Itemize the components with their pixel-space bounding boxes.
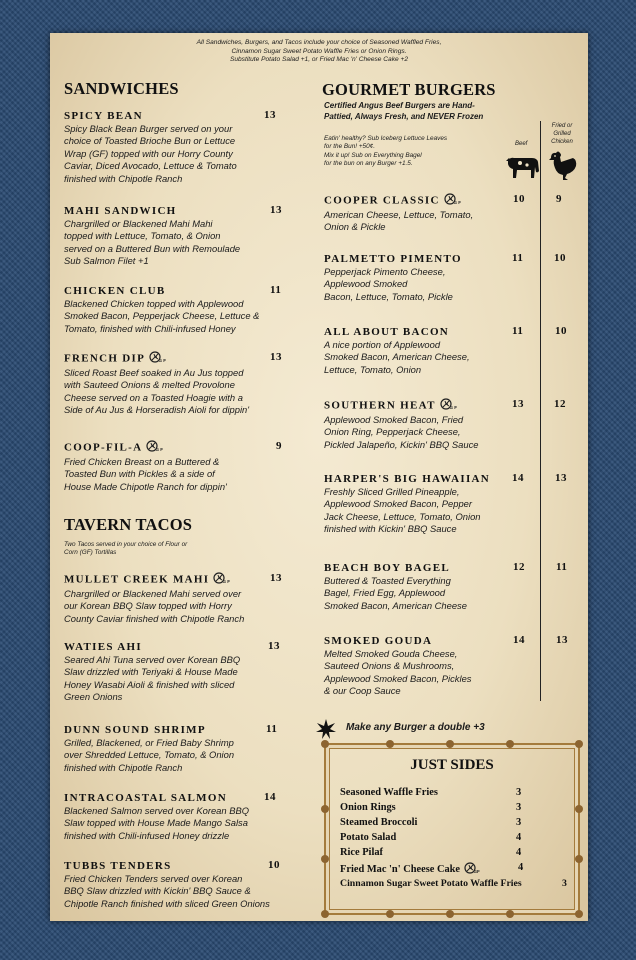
tavern-tacos-title: TAVERN TACOS	[64, 515, 193, 534]
rope-knot	[506, 910, 514, 918]
menu-item-harpers-big-hawaiian	[324, 472, 490, 536]
sandwiches-title: SANDWICHES	[64, 79, 179, 98]
rope-knot	[321, 855, 329, 863]
rope-knot	[575, 740, 583, 748]
item-desc-line: Onion Ring, Pepperjack Cheese,	[324, 426, 461, 438]
item-name: PALMETTO PIMENTO	[324, 253, 462, 265]
menu-item-palmetto-pimento	[324, 252, 462, 303]
beef-price: 11	[512, 325, 524, 337]
beef-price: 14	[512, 472, 524, 484]
menu-item-mullet-creek-mahi	[64, 572, 244, 625]
wheat-gf-icon	[146, 440, 165, 456]
wheat-gf-icon	[464, 862, 478, 877]
item-desc-line: Pickled Jalapeño, Kickin' BBQ Sauce	[324, 438, 479, 450]
item-desc-line: Green Onions	[64, 691, 123, 703]
item-desc-line: County Caviar finished with Chipotle Ranch	[64, 612, 245, 624]
item-desc-line: Slaw drizzled with Teriyaki & House Made	[64, 666, 238, 678]
item-desc-line: Blackened Salmon served over Korean BBQ	[64, 805, 249, 816]
item-desc-line: Chargrilled or Blackened Mahi served over	[64, 588, 242, 599]
beef-price: 14	[513, 634, 525, 646]
item-desc-line: Tomato, finished with Chili-infused Honey	[64, 322, 236, 334]
item-name: TUBBS TENDERS	[64, 860, 172, 872]
item-price: 13	[268, 640, 280, 652]
item-name	[324, 398, 478, 414]
chicken-price: 10	[554, 252, 566, 264]
chicken-price: 10	[555, 325, 567, 337]
item-desc-line: finished with Kickin' BBQ Sauce	[324, 523, 457, 535]
side-item-name-text: Fried Mac 'n' Cheese Cake	[340, 863, 461, 875]
item-desc-line: served on a Buttered Bun with Remoulade	[64, 242, 241, 254]
item-name-text: MULLET CREEK MAHI	[64, 573, 210, 586]
rope-knot	[446, 910, 454, 918]
chicken-label-line: Fried or	[551, 123, 573, 129]
side-item-name: Rice Pilaf	[340, 847, 383, 858]
item-desc-line: over Shredded Lettuce, Tomato, & Onion	[64, 749, 235, 761]
burgers-intro-line: Certified Angus Beef Burgers are Hand-	[324, 101, 475, 110]
menu-item-intracoastal-salmon	[64, 791, 249, 842]
item-price: 13	[264, 109, 276, 121]
item-desc-line: Fried Chicken Tenders served over Korean	[64, 873, 243, 884]
item-desc-line: Chargrilled or Blackened Mahi Mahi	[64, 218, 213, 229]
chicken-price: 9	[556, 193, 562, 205]
item-desc-line: Smoked Bacon, Pepperjack Cheese, Lettuce &	[64, 310, 260, 322]
item-desc-line: finished with Chili-infused Honey drizzle	[64, 829, 230, 841]
menu-item-mahi-sandwich	[64, 204, 240, 268]
chicken-column-label	[542, 122, 582, 146]
rope-knot	[575, 910, 583, 918]
side-item-name: Seasoned Waffle Fries	[340, 787, 438, 798]
item-desc-line: with Sauteed Onions & melted Provolone	[64, 379, 235, 391]
item-desc-line: Sauteed Onions & Mushrooms,	[324, 660, 455, 672]
item-desc-line: topped with Lettuce, Tomato, & Onion	[64, 230, 221, 242]
item-desc-line: A nice portion of Applewood	[324, 339, 441, 350]
item-name: DUNN SOUND SHRIMP	[64, 724, 206, 736]
item-desc-line: Sliced Roast Beef soaked in Au Jus topped	[64, 367, 244, 378]
item-name-text: SOUTHERN HEAT	[324, 399, 436, 412]
item-desc-line: Honey Wasabi Aioli & finished with sliced	[64, 678, 235, 690]
chicken-price: 12	[554, 398, 566, 410]
item-name: ALL ABOUT BACON	[324, 326, 450, 338]
rope-knot	[321, 805, 329, 813]
burgers-intro	[324, 101, 483, 122]
tacos-note	[64, 541, 187, 558]
menu-item-dunn-sound-shrimp	[64, 723, 234, 774]
item-desc-line: BBQ Slaw drizzled with Kickin' BBQ Sauce &	[64, 885, 251, 897]
side-item-name: Onion Rings	[340, 802, 396, 813]
svg-text:GF: GF	[473, 869, 480, 874]
item-desc-line: Applewood Smoked	[324, 278, 408, 290]
menu-page	[50, 33, 588, 921]
item-desc-line: Melted Smoked Gouda Cheese,	[324, 648, 458, 659]
menu-item-all-about-bacon	[324, 325, 470, 376]
item-name-text: COOPER CLASSIC	[324, 194, 440, 207]
item-desc-line: Bagel, Fried Egg, Applewood	[324, 587, 446, 599]
tacos-note-line: Corn (GF) Tortillas	[64, 549, 117, 557]
chicken-label-line: Chicken	[551, 139, 573, 145]
rope-knot	[321, 910, 329, 918]
item-price: 14	[264, 791, 276, 803]
item-desc-line: & our Coop Sauce	[324, 685, 401, 697]
menu-item-spicy-bean	[64, 109, 237, 185]
item-name	[64, 440, 227, 456]
rope-knot	[386, 910, 394, 918]
item-desc-line: Spicy Black Bean Burger served on your	[64, 123, 233, 134]
menu-item-smoked-gouda	[324, 634, 471, 698]
beef-price: 12	[513, 561, 525, 573]
rope-knot	[386, 740, 394, 748]
item-name: CHICKEN CLUB	[64, 285, 166, 297]
beef-column-label: Beef	[515, 141, 528, 147]
item-desc-line: Onion & Pickle	[324, 221, 386, 233]
item-desc-line: Smoked Bacon, American Cheese,	[324, 351, 470, 363]
price-column-divider	[540, 121, 541, 701]
item-name-text: FRENCH DIP	[64, 352, 146, 365]
item-price: 13	[270, 351, 282, 363]
burgers-notes	[324, 135, 447, 169]
item-desc-line: Applewood Smoked Bacon, Pepper	[324, 498, 473, 510]
burgers-note-line: Eatin' healthy? Sub Iceberg Lettuce Leaves	[324, 135, 448, 142]
item-desc-line: Applewood Smoked Bacon, Pickles	[324, 672, 472, 684]
tacos-note-line: Two Tacos served in your choice of Flour or	[64, 541, 188, 548]
item-name: HARPER'S BIG HAWAIIAN	[324, 473, 491, 485]
item-desc-line: Blackened Chicken topped with Applewood	[64, 298, 244, 309]
item-desc-line: Applewood Smoked Bacon, Fried	[324, 414, 464, 425]
item-desc-line: Pepperjack Pimento Cheese,	[324, 266, 446, 277]
item-desc-line: Slaw topped with House Made Mango Salsa	[64, 817, 248, 829]
item-desc-line: finished with Chipotle Ranch	[64, 172, 183, 184]
item-desc-line: Lettuce, Tomato, Onion	[324, 363, 422, 375]
cow-icon	[504, 151, 542, 190]
burgers-intro-line: Pattied, Always Fresh, and NEVER Frozen	[324, 111, 484, 121]
header-line: Cinnamon Sugar Sweet Potato Waffle Fries or Onion Rings.	[231, 47, 407, 55]
item-price: 9	[276, 440, 282, 452]
item-price: 10	[268, 859, 280, 871]
just-sides-title: JUST SIDES	[410, 757, 494, 773]
menu-item-waties-ahi	[64, 640, 240, 704]
side-item-price: 3	[516, 817, 522, 828]
svg-text:GF: GF	[158, 358, 168, 363]
rope-knot	[321, 740, 329, 748]
beef-price: 11	[512, 252, 524, 264]
item-desc-line: Jack Cheese, Lettuce, Tomato, Onion	[324, 510, 481, 522]
chicken-price: 13	[556, 634, 568, 646]
item-desc-line: Side of Au Jus & Horseradish Aioli for dippin'	[64, 404, 250, 416]
side-item-price: 3	[516, 787, 522, 798]
item-price: 11	[270, 284, 282, 296]
item-name	[64, 351, 249, 367]
beef-price: 13	[512, 398, 524, 410]
item-desc-line: Bacon, Lettuce, Tomato, Pickle	[324, 290, 453, 302]
item-desc-line: Chipotle Ranch finished with sliced Green Onions	[64, 897, 270, 909]
rope-knot	[575, 805, 583, 813]
burgers-note-line: Mix it up! Sub on Everything Bagel	[324, 151, 422, 159]
item-name: MAHI SANDWICH	[64, 205, 177, 217]
side-item-price: 4	[516, 832, 522, 843]
item-name: SPICY BEAN	[64, 110, 143, 122]
menu-item-coop-fil-a	[64, 440, 227, 493]
item-name	[64, 572, 244, 588]
header-line: All Sandwiches, Burgers, and Tacos include your choice of Seasoned Waffled Fries,	[196, 39, 442, 46]
side-item-name: Cinnamon Sugar Sweet Potato Waffle Fries	[340, 878, 522, 889]
chicken-price: 11	[556, 561, 568, 573]
item-desc-line: Cheese served on a Toasted Hoagie with a	[64, 391, 243, 403]
rope-knot	[506, 740, 514, 748]
side-item-price: 3	[562, 878, 567, 889]
side-item-price: 3	[516, 802, 522, 813]
side-item-price: 4	[516, 847, 522, 858]
burgers-note-line: for the Bun! +50¢.	[324, 143, 375, 151]
item-name: INTRACOASTAL SALMON	[64, 792, 227, 804]
item-desc-line: choice of Toasted Brioche Bun or Lettuce	[64, 135, 236, 147]
item-name: BEACH BOY BAGEL	[324, 562, 451, 574]
menu-item-southern-heat	[324, 398, 478, 451]
item-desc-line: Freshly Sliced Grilled Pineapple,	[324, 486, 460, 497]
just-sides-box	[324, 743, 580, 915]
item-desc-line: finished with Chipotle Ranch	[64, 761, 183, 773]
side-item-name	[340, 862, 478, 877]
wheat-gf-icon	[440, 398, 459, 414]
menu-item-chicken-club	[64, 284, 259, 335]
double-burger-note: Make any Burger a double +3	[346, 722, 485, 733]
item-desc-line: our Korean BBQ Slaw topped with Horry	[64, 600, 232, 612]
rope-knot	[575, 855, 583, 863]
item-desc-line: Sub Salmon Filet +1	[64, 255, 149, 267]
menu-header-note	[50, 39, 588, 65]
item-desc-line: Grilled, Blackened, or Fried Baby Shrimp	[64, 737, 234, 748]
item-price: 13	[270, 204, 282, 216]
item-name: SMOKED GOUDA	[324, 635, 433, 647]
item-desc-line: Caviar, Diced Avocado, Lettuce & Tomato	[64, 160, 237, 172]
item-desc-line: Fried Chicken Breast on a Buttered &	[64, 456, 220, 467]
item-desc-line: Seared Ahi Tuna served over Korean BBQ	[64, 654, 241, 665]
svg-text:GF: GF	[453, 200, 463, 205]
item-desc-line: Buttered & Toasted Everything	[324, 575, 451, 586]
item-desc-line: House Made Chipotle Ranch for dippin'	[64, 480, 227, 492]
menu-item-beach-boy-bagel	[324, 561, 467, 612]
chicken-label-line: Grilled	[553, 131, 571, 137]
item-name	[324, 193, 473, 209]
item-desc-line: Wrap (GF) topped with our Horry County	[64, 147, 233, 159]
menu-item-cooper-classic	[324, 193, 473, 234]
chicken-price: 13	[555, 472, 567, 484]
menu-item-tubbs-tenders	[64, 859, 270, 910]
item-desc-line: Smoked Bacon, American Cheese	[324, 599, 467, 611]
header-line: Substitute Potato Salad +1, or Fried Mac 'n' Cheese Cake +2	[229, 56, 409, 64]
item-desc-line: American Cheese, Lettuce, Tomato,	[324, 209, 474, 220]
burgers-note-line: for the bun on any Burger +1.5.	[324, 160, 413, 168]
item-name: WATIES AHI	[64, 641, 142, 653]
wheat-gf-icon	[213, 572, 232, 588]
chicken-icon	[543, 148, 581, 189]
item-price: 13	[270, 572, 282, 584]
svg-text:GF: GF	[449, 405, 459, 410]
rope-knot	[446, 740, 454, 748]
wheat-gf-icon	[444, 193, 463, 209]
svg-text:GF: GF	[155, 447, 165, 452]
beef-price: 10	[513, 193, 525, 205]
side-item-name: Potato Salad	[340, 832, 397, 843]
svg-text:GF: GF	[222, 579, 232, 584]
menu-item-french-dip	[64, 351, 249, 417]
item-name-text: COOP-FIL-A	[64, 441, 143, 454]
side-item-price: 4	[518, 862, 524, 873]
gourmet-burgers-title: GOURMET BURGERS	[322, 80, 496, 99]
item-price: 11	[266, 723, 278, 735]
item-desc-line: Toasted Bun with Pickles & a side of	[64, 468, 215, 480]
wheat-gf-icon	[149, 351, 168, 367]
side-item-name: Steamed Broccoli	[340, 817, 418, 828]
